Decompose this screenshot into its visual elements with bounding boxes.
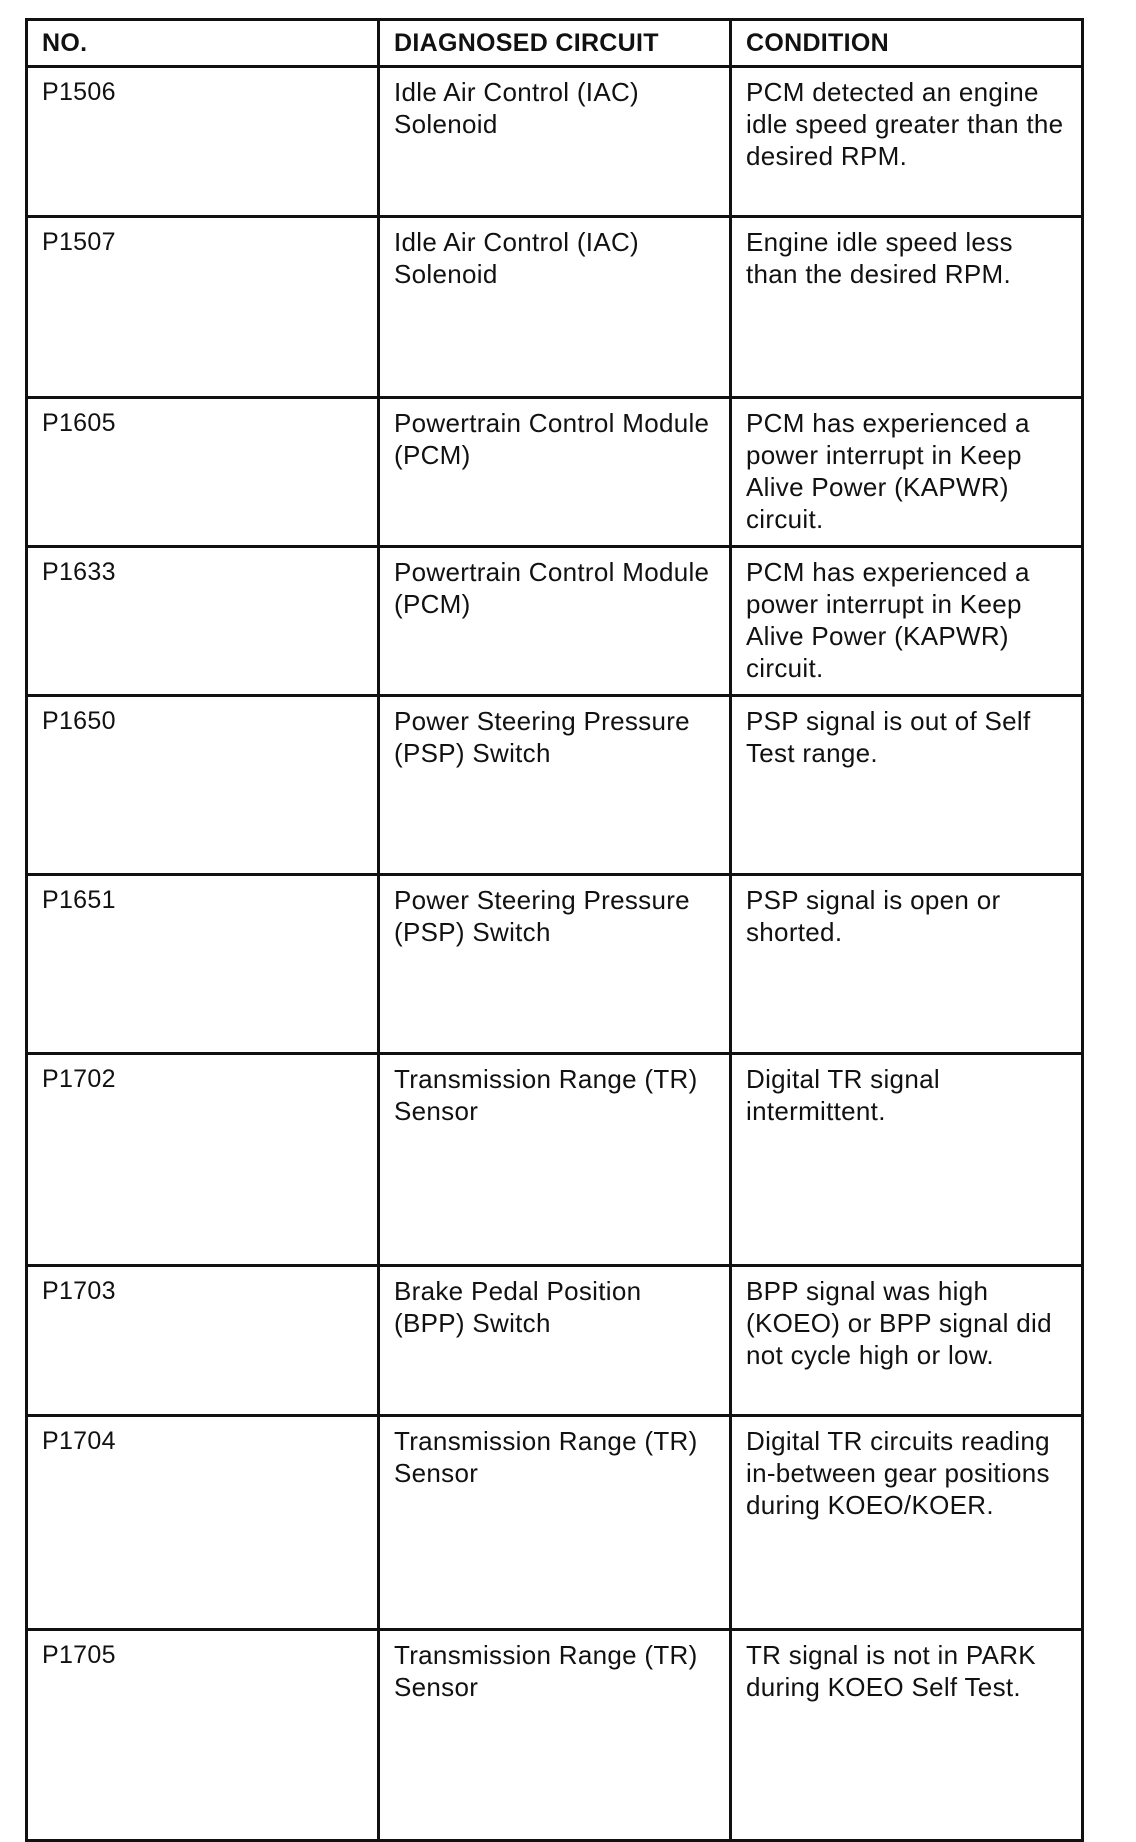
diagnosed-circuit: Power Steering Pressure (PSP) Switch [379, 875, 731, 1054]
table-row [27, 1054, 1083, 1266]
header-no: NO. [27, 20, 379, 67]
dtc-code: P1506 [27, 67, 379, 217]
diagnosed-circuit: Powertrain Control Module (PCM) [379, 398, 731, 547]
table-row [27, 875, 1083, 1054]
dtc-code: P1651 [27, 875, 379, 1054]
table-body [27, 67, 1083, 1841]
diagnosed-circuit: Transmission Range (TR) Sensor [379, 1416, 731, 1630]
table-row [27, 1630, 1083, 1841]
table-row [27, 1416, 1083, 1630]
dtc-code: P1605 [27, 398, 379, 547]
table-row [27, 398, 1083, 547]
condition: PSP signal is out of Self Test range. [731, 696, 1083, 875]
diagnosed-circuit: Idle Air Control (IAC) Solenoid [379, 67, 731, 217]
condition: Digital TR circuits reading in-between gear positions during KOEO/KOER. [731, 1416, 1083, 1630]
condition: Engine idle speed less than the desired RPM. [731, 217, 1083, 398]
diagnosed-circuit: Brake Pedal Position (BPP) Switch [379, 1266, 731, 1416]
condition: PSP signal is open or shorted. [731, 875, 1083, 1054]
dtc-code: P1703 [27, 1266, 379, 1416]
dtc-code: P1633 [27, 547, 379, 696]
table-row [27, 1266, 1083, 1416]
header-condition: CONDITION [731, 20, 1083, 67]
header-row [27, 20, 1083, 67]
condition: TR signal is not in PARK during KOEO Self Test. [731, 1630, 1083, 1841]
dtc-code: P1507 [27, 217, 379, 398]
table-header [27, 20, 1083, 67]
table-row [27, 547, 1083, 696]
diagnosed-circuit: Transmission Range (TR) Sensor [379, 1054, 731, 1266]
condition: PCM has experienced a power interrupt in Keep Alive Power (KAPWR) circuit. [731, 398, 1083, 547]
condition: PCM has experienced a power interrupt in Keep Alive Power (KAPWR) circuit. [731, 547, 1083, 696]
dtc-code: P1702 [27, 1054, 379, 1266]
diagnosed-circuit: Idle Air Control (IAC) Solenoid [379, 217, 731, 398]
dtc-code: P1704 [27, 1416, 379, 1630]
table-row [27, 696, 1083, 875]
diagnosed-circuit: Powertrain Control Module (PCM) [379, 547, 731, 696]
dtc-table [25, 18, 1084, 1842]
dtc-code: P1650 [27, 696, 379, 875]
diagnosed-circuit: Power Steering Pressure (PSP) Switch [379, 696, 731, 875]
condition: Digital TR signal intermittent. [731, 1054, 1083, 1266]
diagnosed-circuit: Transmission Range (TR) Sensor [379, 1630, 731, 1841]
condition: PCM detected an engine idle speed greater than the desired RPM. [731, 67, 1083, 217]
condition: BPP signal was high (KOEO) or BPP signal did not cycle high or low. [731, 1266, 1083, 1416]
table-row [27, 217, 1083, 398]
header-diagnosed-circuit: DIAGNOSED CIRCUIT [379, 20, 731, 67]
table-row [27, 67, 1083, 217]
dtc-code: P1705 [27, 1630, 379, 1841]
